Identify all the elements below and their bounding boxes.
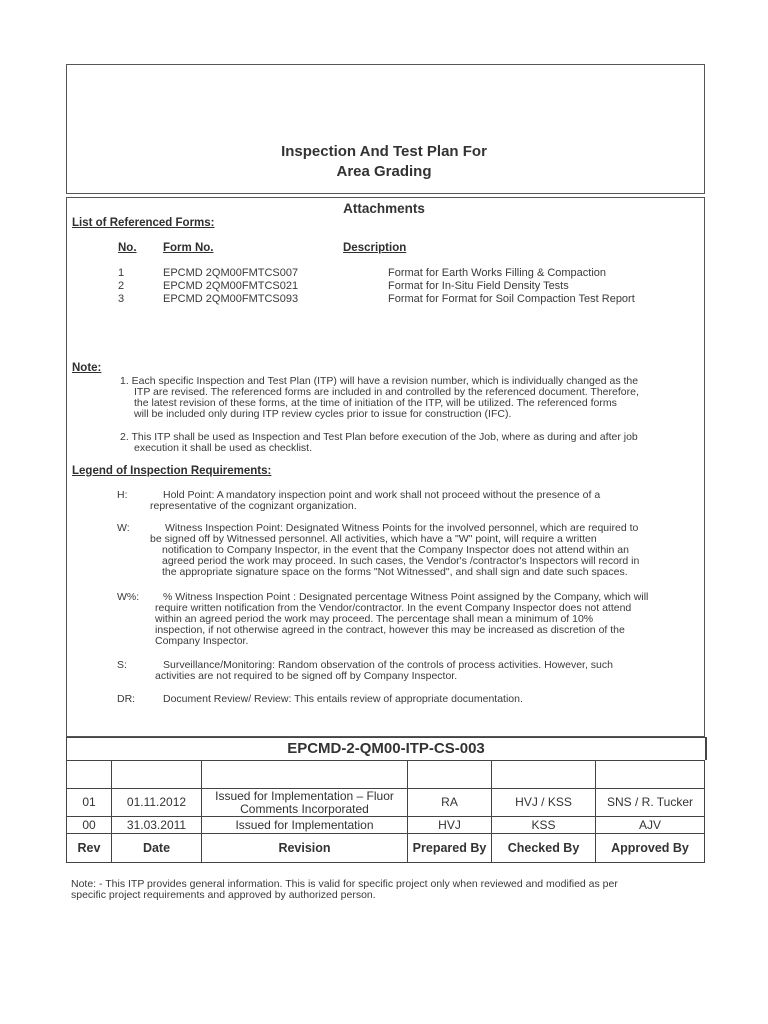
table-cell: HVJ / KSS bbox=[492, 789, 596, 817]
legend-line: Witness Inspection Point: Designated Witness Points for the involved personnel, which are required to bbox=[165, 522, 639, 534]
column-header: Date bbox=[112, 834, 202, 863]
table-cell bbox=[112, 761, 202, 789]
note-line: 1. Each specific Inspection and Test Plan (ITP) will have a revision number, which is individually changed as the bbox=[120, 375, 639, 387]
legend-text bbox=[150, 694, 695, 705]
col-header-description: Description bbox=[343, 242, 407, 254]
form-row-number: EPCMD 2QM00FMTCS021 bbox=[163, 280, 299, 292]
table-header-row bbox=[67, 834, 705, 863]
legend-text bbox=[150, 490, 695, 512]
form-row-description: Format for Earth Works Filling & Compaction bbox=[388, 267, 607, 279]
page-title-line1: Inspection And Test Plan For bbox=[281, 143, 487, 160]
col-header-no: No. bbox=[118, 242, 137, 254]
column-header: Revision bbox=[202, 834, 408, 863]
legend-line: activities are not required to be signed off by Company Inspector. bbox=[155, 670, 458, 682]
note-line: the latest revision of these forms, at the time of initiation of the ITP, will be utilized. The referenced forms bbox=[134, 397, 617, 409]
form-row-description: Format for Format for Soil Compaction Test Report bbox=[388, 293, 635, 305]
legend-line: Company Inspector. bbox=[155, 635, 249, 647]
table-cell: 31.03.2011 bbox=[112, 817, 202, 834]
legend-line: representative of the cognizant organization. bbox=[150, 500, 357, 512]
legend-code: W: bbox=[117, 522, 130, 534]
table-cell bbox=[596, 761, 705, 789]
table-row bbox=[67, 789, 705, 817]
footer-note bbox=[71, 879, 711, 901]
table-row bbox=[67, 817, 705, 834]
legend-text bbox=[150, 523, 695, 578]
table-cell: 01.11.2012 bbox=[112, 789, 202, 817]
column-header: Approved By bbox=[596, 834, 705, 863]
table-cell: Issued for Implementation bbox=[202, 817, 408, 834]
legend-line: within an agreed period the work may proceed. The percentage shall mean a minimum of 10% bbox=[155, 613, 594, 625]
table-cell: RA bbox=[408, 789, 492, 817]
table-cell: Issued for Implementation – Fluor Comments Incorporated bbox=[202, 789, 408, 817]
legend-code: W%: bbox=[117, 591, 140, 603]
table-cell bbox=[492, 761, 596, 789]
page-title-line2: Area Grading bbox=[336, 163, 432, 180]
legend-line: be signed off by Witnessed personnel. All activities, which have a "W" point, will require a written bbox=[150, 533, 597, 545]
note-line: execution it shall be used as checklist. bbox=[134, 442, 313, 454]
document-code: EPCMD-2-QM00-ITP-CS-003 bbox=[66, 737, 707, 760]
table-cell bbox=[67, 761, 112, 789]
legend-line: agreed period the work may proceed. In such cases, the Vendor's /contractor's Inspectors will record in bbox=[162, 555, 640, 567]
legend-text bbox=[150, 660, 695, 682]
legend-code: DR: bbox=[117, 693, 136, 705]
column-header: Checked By bbox=[492, 834, 596, 863]
table-cell: SNS / R. Tucker bbox=[596, 789, 705, 817]
form-row-no: 3 bbox=[118, 293, 125, 305]
legend-text bbox=[150, 592, 695, 647]
column-header: Prepared By bbox=[408, 834, 492, 863]
note-line: 2. This ITP shall be used as Inspection and Test Plan before execution of the Job, where as during and after job bbox=[120, 431, 638, 443]
note-item-2 bbox=[120, 432, 690, 454]
legend-heading: Legend of Inspection Requirements: bbox=[72, 465, 272, 477]
table-cell bbox=[202, 761, 408, 789]
table-cell: AJV bbox=[596, 817, 705, 834]
legend-line: Surveillance/Monitoring: Random observation of the controls of process activities. However, such bbox=[163, 659, 613, 671]
note-line: ITP are revised. The referenced forms are included in and controlled by the referenced document. Therefore, bbox=[134, 386, 639, 398]
table-cell: 00 bbox=[67, 817, 112, 834]
legend-line: require written notification from the Vendor/contractor. In the event Company Inspector does not attend bbox=[155, 602, 632, 614]
legend-line: inspection, if not otherwise agreed in the contract, however this may be increased as discretion of the bbox=[155, 624, 625, 636]
table-cell: 01 bbox=[67, 789, 112, 817]
table-cell: HVJ bbox=[408, 817, 492, 834]
referenced-forms-heading: List of Referenced Forms: bbox=[72, 217, 215, 229]
note-heading: Note: bbox=[72, 362, 102, 374]
form-row-no: 1 bbox=[118, 267, 125, 279]
note-item-1 bbox=[120, 376, 690, 420]
revision-table bbox=[66, 760, 705, 863]
table-row bbox=[67, 761, 705, 789]
form-row-description: Format for In-Situ Field Density Tests bbox=[388, 280, 569, 292]
legend-line: the appropriate signature space on the forms "Not Witnessed", and shall sign and date such spaces. bbox=[162, 566, 628, 578]
footer-note-line: specific project requirements and approved by authorized person. bbox=[71, 889, 376, 901]
form-row-number: EPCMD 2QM00FMTCS093 bbox=[163, 293, 299, 305]
col-header-form-no: Form No. bbox=[163, 242, 214, 254]
legend-line: % Witness Inspection Point : Designated percentage Witness Point assigned by the Company, which will bbox=[163, 591, 649, 603]
legend-line: Document Review/ Review: This entails review of appropriate documentation. bbox=[163, 693, 523, 705]
column-header: Rev bbox=[67, 834, 112, 863]
legend-line: notification to Company Inspector, in the event that the Company Inspector does not attend within an bbox=[162, 544, 629, 556]
legend-code: S: bbox=[117, 659, 127, 671]
table-cell bbox=[408, 761, 492, 789]
legend-code: H: bbox=[117, 489, 128, 501]
form-row-no: 2 bbox=[118, 280, 125, 292]
legend-line: Hold Point: A mandatory inspection point and work shall not proceed without the presence of a bbox=[163, 489, 601, 501]
form-row-number: EPCMD 2QM00FMTCS007 bbox=[163, 267, 299, 279]
footer-note-line: Note: - This ITP provides general information. This is valid for specific project only when reviewed and modified as per bbox=[71, 878, 618, 890]
table-cell: KSS bbox=[492, 817, 596, 834]
attachments-heading: Attachments bbox=[343, 201, 425, 216]
note-line: will be included only during ITP review cycles prior to issue for construction (IFC). bbox=[134, 408, 512, 420]
